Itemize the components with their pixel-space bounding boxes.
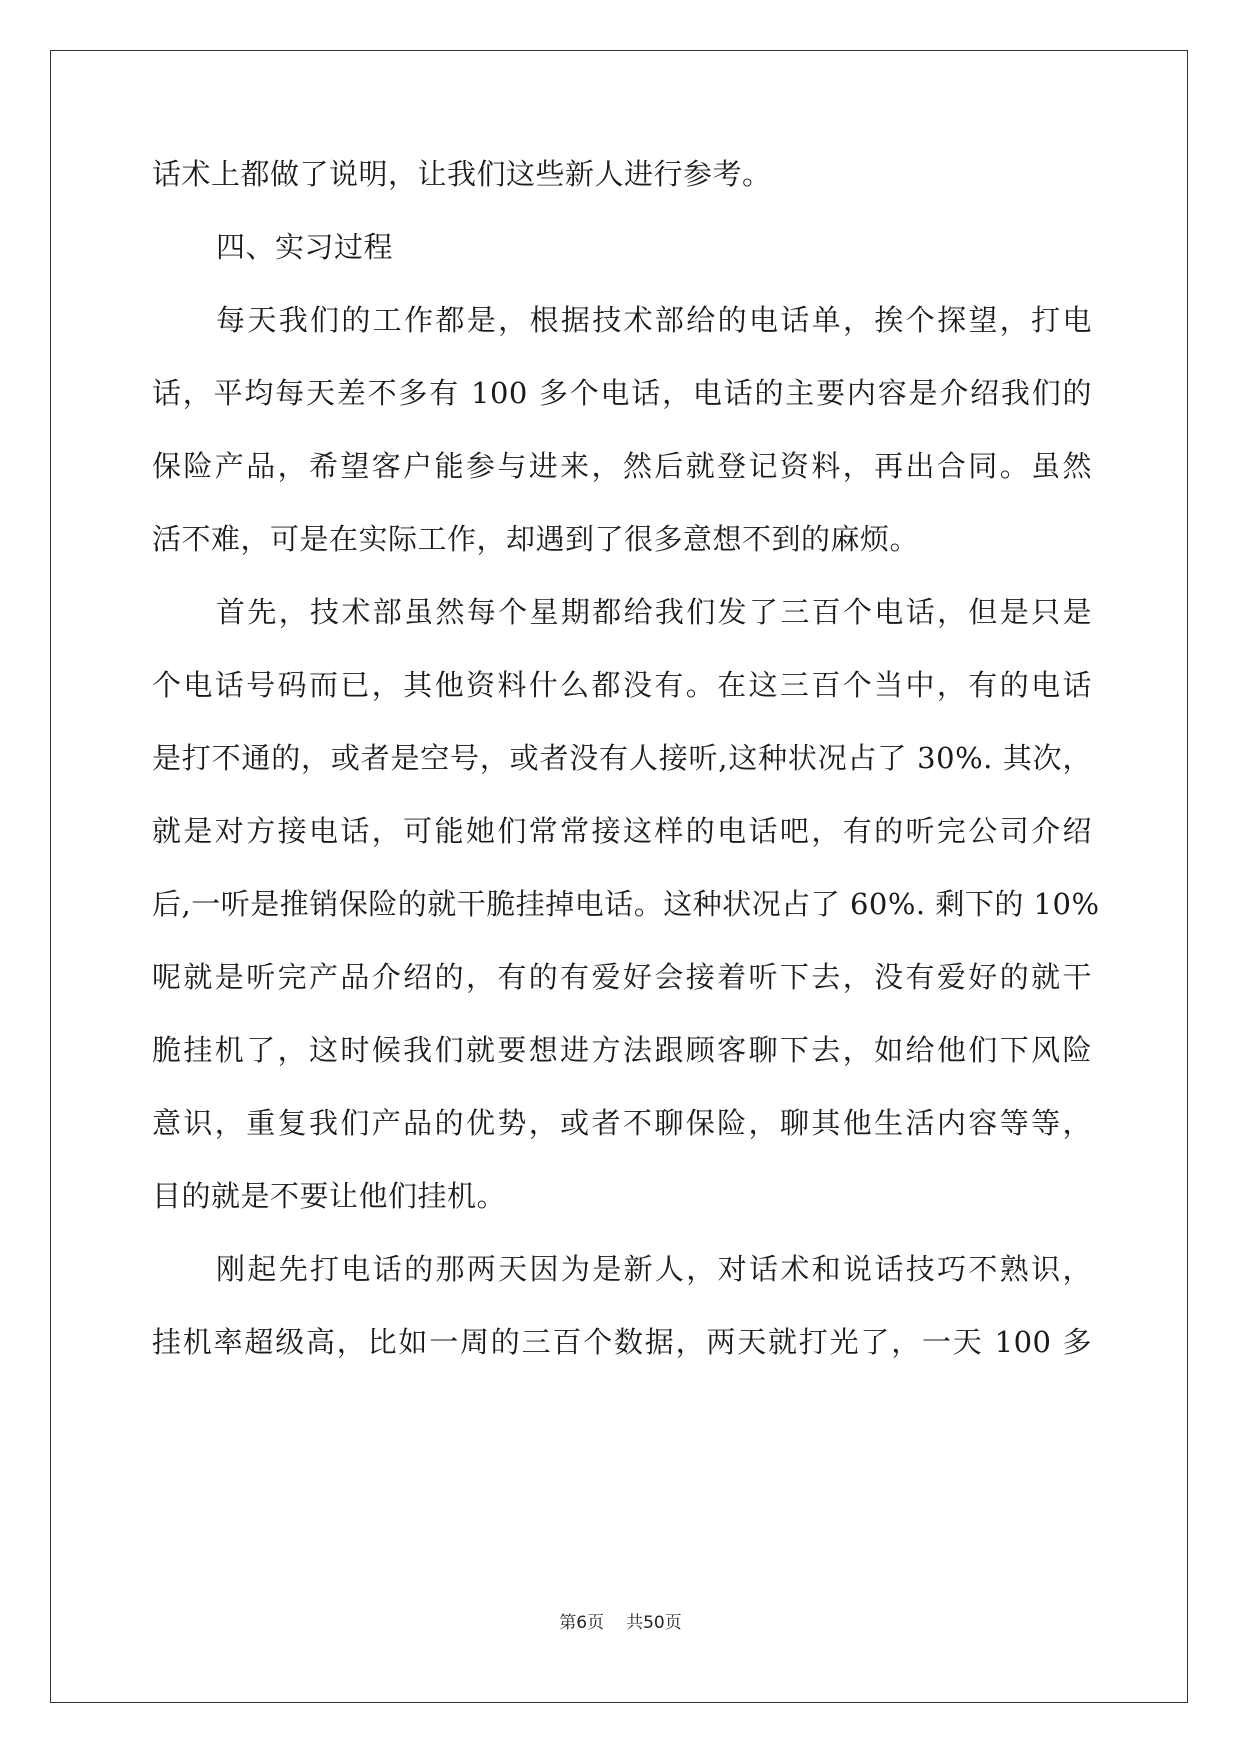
paragraph-line: 就是对方接电话，可能她们常常接这样的电话吧，有的听完公司介绍: [152, 814, 1092, 848]
paragraph-line: 刚起先打电话的那两天因为是新人，对话术和说话技巧不熟识，: [216, 1252, 1092, 1286]
paragraph-line: 后,一听是推销保险的就干脆挂掉电话。这种状况占了 60%. 剩下的 10%: [152, 887, 1100, 921]
paragraph-line: 目的就是不要让他们挂机。: [152, 1179, 507, 1213]
paragraph-line: 首先，技术部虽然每个星期都给我们发了三百个电话，但是只是: [216, 595, 1092, 629]
paragraph-line: 呢就是听完产品介绍的，有的有爱好会接着听下去，没有爱好的就干: [152, 960, 1092, 994]
page-number-total: 共50页: [626, 1613, 682, 1633]
paragraph-line: 话，平均每天差不多有 100 多个电话，电话的主要内容是介绍我们的: [152, 376, 1092, 410]
section-heading: 四、实习过程: [216, 230, 394, 264]
paragraph-line: 是打不通的，或者是空号，或者没有人接听,这种状况占了 30%. 其次，: [152, 741, 1092, 775]
paragraph-line: 保险产品，希望客户能参与进来，然后就登记资料，再出合同。虽然: [152, 449, 1092, 483]
paragraph-line: 话术上都做了说明，让我们这些新人进行参考。: [152, 157, 772, 191]
page-number-current: 第6页: [559, 1613, 605, 1633]
page-border: [50, 50, 1188, 1703]
paragraph-line: 活不难，可是在实际工作，却遇到了很多意想不到的麻烦。: [152, 522, 920, 556]
paragraph-line: 个电话号码而已，其他资料什么都没有。在这三百个当中，有的电话: [152, 668, 1092, 702]
paragraph-line: 脆挂机了，这时候我们就要想进方法跟顾客聊下去，如给他们下风险: [152, 1033, 1092, 1067]
paragraph-line: 每天我们的工作都是，根据技术部给的电话单，挨个探望，打电: [216, 303, 1092, 337]
paragraph-line: 挂机率超级高，比如一周的三百个数据，两天就打光了，一天 100 多: [152, 1325, 1092, 1359]
paragraph-line: 意识，重复我们产品的优势，或者不聊保险，聊其他生活内容等等，: [152, 1106, 1092, 1140]
page-footer: [0, 1608, 1241, 1633]
